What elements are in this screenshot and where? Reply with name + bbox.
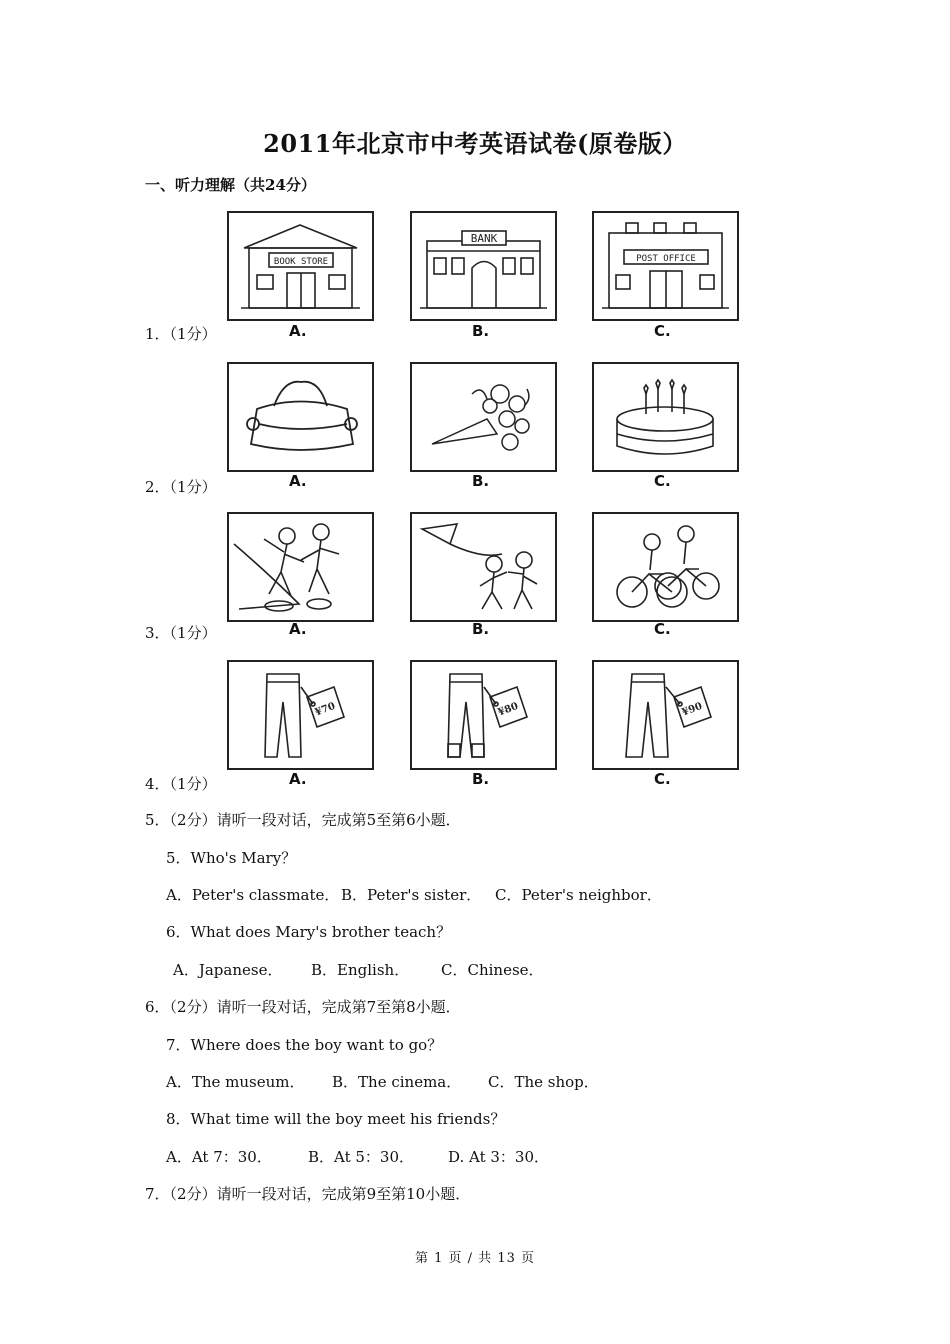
price-tag-b: ¥80: [496, 700, 520, 719]
option-a-label: A.: [289, 770, 307, 788]
option-b-label: B.: [472, 322, 490, 340]
sub-question: 5．Who's Mary？: [166, 849, 297, 867]
flowers-icon[interactable]: [410, 362, 557, 472]
bank-icon[interactable]: [410, 211, 557, 321]
answer-option[interactable]: C．Chinese．: [441, 961, 544, 979]
cycling-icon[interactable]: [592, 512, 739, 622]
answer-option[interactable]: A．The museum．: [166, 1073, 305, 1091]
option-c-label: C.: [654, 472, 671, 490]
flying-kite-icon[interactable]: [410, 512, 557, 622]
option-c-label: C.: [654, 770, 671, 788]
book-store-icon[interactable]: [227, 211, 374, 321]
post-office-sign: POST OFFICE: [636, 254, 696, 264]
pants-price-icon[interactable]: [410, 660, 557, 770]
price-tag-a: ¥70: [313, 700, 337, 719]
birthday-cake-icon[interactable]: [592, 362, 739, 472]
option-a-label: A.: [289, 620, 307, 638]
answer-option[interactable]: D. At 3：30．: [448, 1148, 550, 1166]
answer-option[interactable]: A．Japanese．: [173, 961, 283, 979]
answer-option[interactable]: A．Peter's classmate．: [166, 886, 340, 904]
bank-sign: BANK: [470, 232, 498, 245]
question-4-label: 4．（1分）: [145, 775, 217, 793]
answer-option[interactable]: B．Peter's sister．: [341, 886, 482, 904]
dialog-question-6-label: 6．（2分）请听一段对话，完成第7至第8小题．: [145, 998, 461, 1016]
climbing-icon[interactable]: [227, 512, 374, 622]
book-store-sign: BOOK STORE: [273, 257, 329, 267]
page-footer: 第 1 页 / 共 13 页: [415, 1251, 535, 1266]
question-2-label: 2．（1分）: [145, 478, 217, 496]
option-c-label: C.: [654, 620, 671, 638]
dialog-question-5-label: 5．（2分）请听一段对话，完成第5至第6小题．: [145, 811, 461, 829]
bag-icon[interactable]: [227, 362, 374, 472]
question-3-label: 3．（1分）: [145, 624, 217, 642]
section-heading: 一、听力理解（共24分）: [145, 176, 316, 194]
answer-option[interactable]: B．At 5：30．: [308, 1148, 415, 1166]
sub-question: 7．Where does the boy want to go？: [166, 1036, 443, 1054]
option-a-label: A.: [289, 322, 307, 340]
sub-question: 8．What time will the boy meet his friends？: [166, 1110, 506, 1128]
option-b-label: B.: [472, 770, 490, 788]
option-b-label: B.: [472, 620, 490, 638]
dialog-question-7-label: 7．（2分）请听一段对话，完成第9至第10小题．: [145, 1185, 471, 1203]
option-a-label: A.: [289, 472, 307, 490]
pants-price-icon[interactable]: [227, 660, 374, 770]
answer-option[interactable]: C．The shop．: [488, 1073, 599, 1091]
option-b-label: B.: [472, 472, 490, 490]
option-c-label: C.: [654, 322, 671, 340]
price-tag-c: ¥90: [680, 700, 704, 719]
pants-price-icon[interactable]: [592, 660, 739, 770]
answer-option[interactable]: A．At 7：30．: [166, 1148, 272, 1166]
post-office-icon[interactable]: [592, 211, 739, 321]
answer-option[interactable]: C．Peter's neighbor．: [495, 886, 662, 904]
page-title: 2011年北京市中考英语试卷(原卷版）: [263, 129, 687, 158]
answer-option[interactable]: B．English．: [311, 961, 410, 979]
answer-option[interactable]: B．The cinema．: [332, 1073, 462, 1091]
sub-question: 6．What does Mary's brother teach？: [166, 923, 452, 941]
question-1-label: 1．（1分）: [145, 325, 217, 343]
